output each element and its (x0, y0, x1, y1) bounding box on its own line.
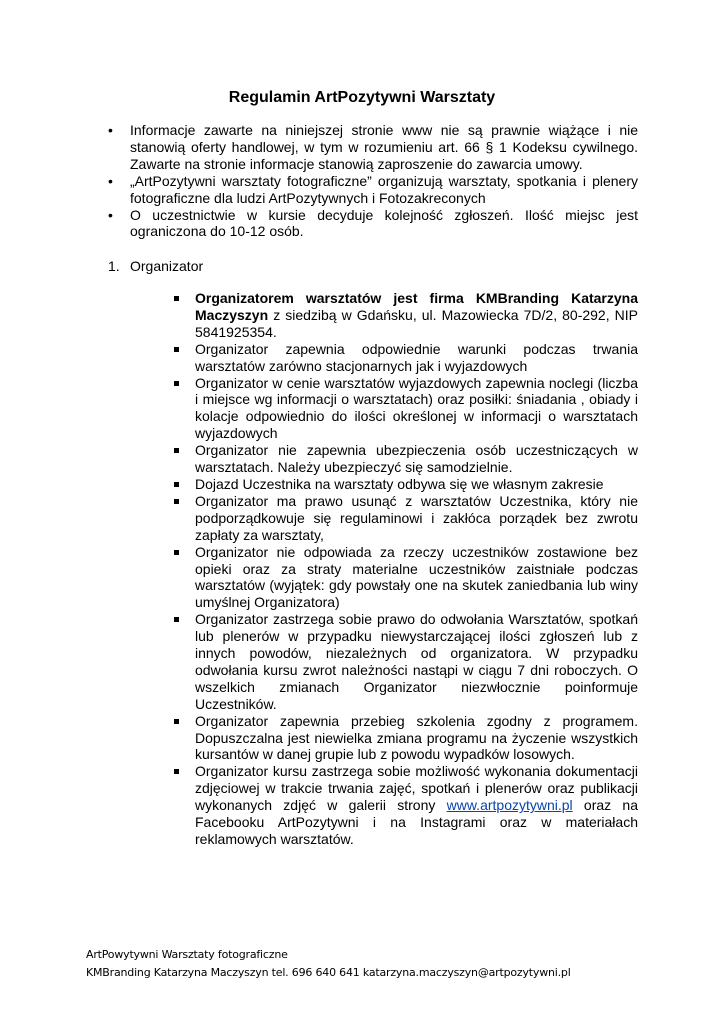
square-bullet-icon (174, 296, 179, 301)
list-item: Organizator kursu zastrzega sobie możliwość wykonania dokumentacji zdjęciowej w trakcie trwania zajęć, spotkań i plenerów oraz publikacji wykonanych zdjęć w galerii strony www.artpozytywni.pl oraz na Facebooku ArtPozytywni i na Instagrami oraz w materiałach reklamowych warsztatów. (172, 763, 638, 848)
list-item: • O uczestnictwie w kursie decyduje kolejność zgłoszeń. Ilość miejsc jest ograniczona do 10-12 osób. (108, 206, 638, 240)
website-link[interactable]: www.artpozytywni.pl (446, 797, 573, 814)
square-bullet-icon (174, 769, 179, 774)
intro-bullet-list (108, 122, 638, 240)
square-bullet-icon (174, 550, 179, 555)
square-bullet-icon (174, 499, 179, 504)
page-footer (86, 946, 571, 982)
footer-line-company: ArtPowytywni Warsztaty fotograficzne (86, 948, 288, 961)
bullet-icon: • (108, 206, 113, 223)
square-bullet-icon (174, 448, 179, 453)
square-bullet-icon (174, 617, 179, 622)
section-number: 1. (108, 258, 120, 274)
square-bullet-icon (174, 347, 179, 352)
square-bullet-icon (174, 482, 179, 487)
list-item: Organizator nie odpowiada za rzeczy uczestników zostawione bez opieki oraz za straty materialne uczestników zaistniałe podczas warsztatów (wyjątek: gdy powstały one na skutek zaniedbania lub winy umyślnej Organizatora) (172, 544, 638, 612)
section-heading (108, 258, 203, 275)
bullet-icon: • (108, 122, 113, 138)
section-title: Organizator (130, 258, 204, 274)
list-item: Organizator zapewnia odpowiednie warunki podczas trwania warsztatów zarówno stacjonarnych jak i wyjazdowych (172, 341, 638, 375)
list-item: Organizator w cenie warsztatów wyjazdowych zapewnia noclegi (liczba i miejsce wg informacji o warsztatach) oraz posiłki: śniadania , obiady i kolacje odpowiednio do ilości określonej w informacji o warsztatach wyjazdowych (172, 375, 638, 443)
list-item: Organizator zastrzega sobie prawo do odwołania Warsztatów, spotkań lub plenerów w przypadku niewystarczającej ilości zgłoszeń lub z innych powodów, niezależnych od organizatora. W przypadku odwołania kursu zwrot należności nastąpi w ciągu 7 dni roboczych. O wszelkich zmianach Organizator niezwłocznie poinformuje Uczestników. (172, 611, 638, 712)
list-item: Organizator nie zapewnia ubezpieczenia osób uczestniczących w warsztatach. Należy ubezpieczyć się samodzielnie. (172, 442, 638, 476)
list-item: • Informacje zawarte na niniejszej stronie www nie są prawnie wiążące i nie stanowią oferty handlowej, w tym w rozumieniu art. 66 § 1 Kodeksu cywilnego. Zawarte na stronie informacje stanowią zaproszenie do zawarcia umowy. (108, 122, 638, 172)
list-item: Organizator zapewnia przebieg szkolenia zgodny z programem. Dopuszczalna jest niewielka zmiana programu na życzenie wszystkich kursantów w danej grupie lub z powodu wypadków losowych. (172, 713, 638, 764)
bullet-icon: • (108, 172, 113, 189)
organizer-item-list (172, 290, 638, 848)
page-title: Regulamin ArtPozytywni Warsztaty (228, 89, 496, 106)
list-item: Organizatorem warsztatów jest firma KMBranding Katarzyna Maczyszyn z siedzibą w Gdańsku, ul. Mazowiecka 7D/2, 80-292, NIP 5841925354. (172, 290, 638, 341)
list-item: • „ArtPozytywni warsztaty fotograficzne” organizują warsztaty, spotkania i plenery fotograficzne dla ludzi ArtPozytywnych i Fotozakreconych (108, 172, 638, 206)
list-item: Dojazd Uczestnika na warsztaty odbywa się we własnym zakresie (172, 476, 638, 493)
square-bullet-icon (174, 381, 179, 386)
list-item: Organizator ma prawo usunąć z warsztatów Uczestnika, który nie podporządkowuje się regulaminowi i zakłóca porządek bez zwrotu zapłaty za warsztaty, (172, 493, 638, 544)
footer-line-contact: KMBranding Katarzyna Maczyszyn tel. 696 640 641 katarzyna.maczyszyn@artpozytywni.pl (86, 966, 571, 979)
square-bullet-icon (174, 719, 179, 724)
